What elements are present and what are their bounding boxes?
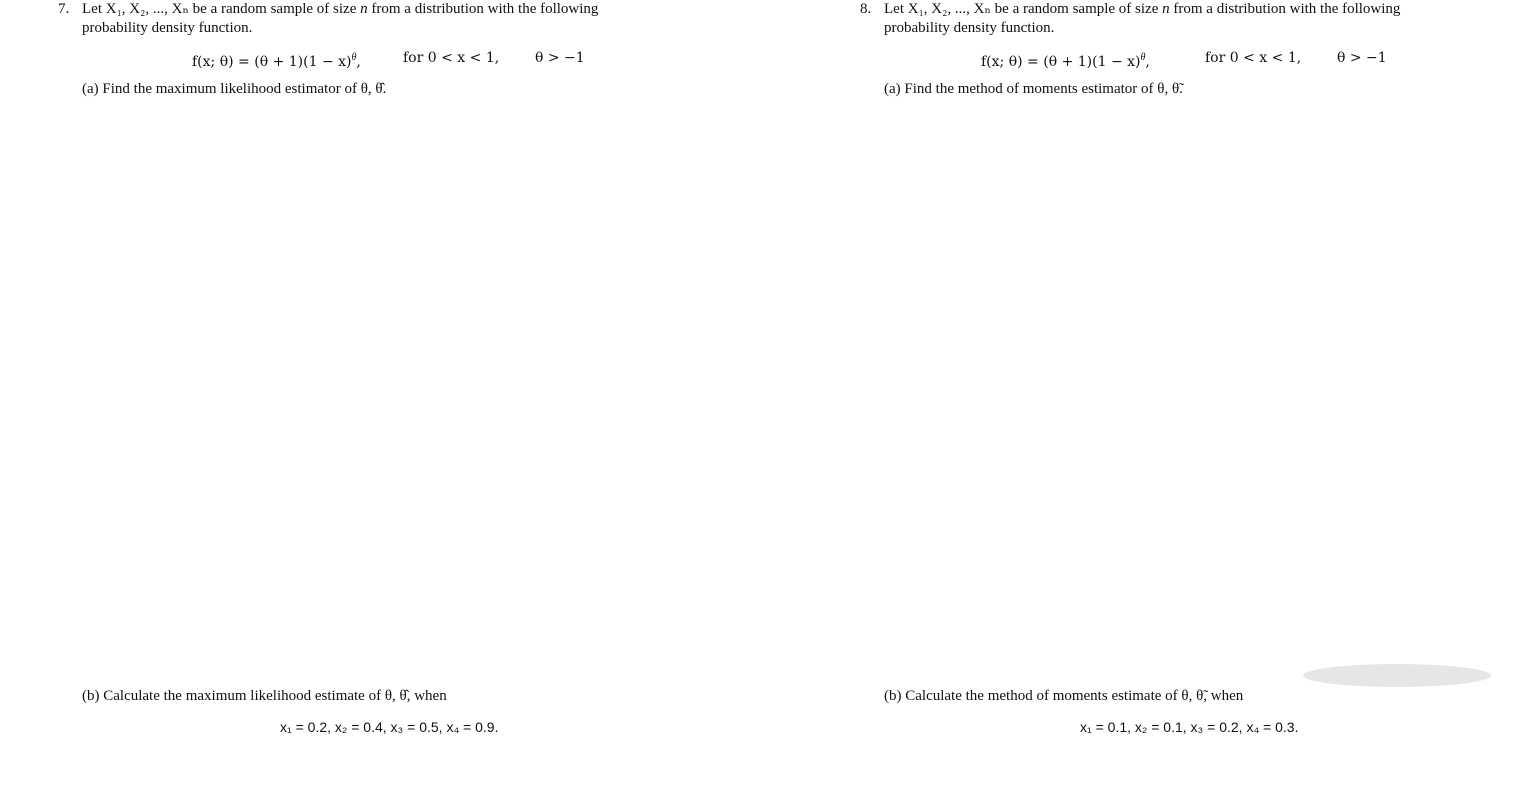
problem-stem <box>82 0 722 38</box>
pdf-support: for 0 < x < 1, <box>1205 50 1302 66</box>
stem-line-1: Let X₁, X₂, ..., Xₙ be a random sample of size n from a distribution with the following <box>884 1 1401 17</box>
pdf-support: for 0 < x < 1, <box>403 50 500 66</box>
stem-line-1: Let X₁, X₂, ..., Xₙ be a random sample of size n from a distribution with the following <box>82 1 599 17</box>
sample-data: x₁ = 0.2, x₂ = 0.4, x₃ = 0.5, x₄ = 0.9. <box>280 719 499 735</box>
problem-7 <box>58 0 758 786</box>
pdf-formula: f(x; $\theta) = (\theta + 1)(1 - x)^\theta$, <box>192 52 361 70</box>
parameter-constraint: θ > −1 <box>1337 50 1387 66</box>
stem-line-2: probability density function. <box>82 20 253 36</box>
problem-number: 8. <box>860 1 872 17</box>
part-a: (a) Find the maximum likelihood estimator of θ, θ̂. <box>82 81 387 97</box>
sample-data: x₁ = 0.1, x₂ = 0.1, x₃ = 0.2, x₄ = 0.3. <box>1080 719 1299 735</box>
pdf-formula: f(x; $\theta) = (\theta + 1)(1 - x)^\theta$, <box>981 52 1150 70</box>
gray-smudge <box>1303 664 1491 687</box>
problem-number: 7. <box>58 1 70 17</box>
problem-stem <box>884 0 1521 38</box>
part-b: (b) Calculate the method of moments estimate of θ, θ̃, when <box>884 688 1244 704</box>
parameter-constraint: θ > −1 <box>535 50 585 66</box>
part-b: (b) Calculate the maximum likelihood estimate of θ, θ̂, when <box>82 688 447 704</box>
part-a: (a) Find the method of moments estimator of θ, θ̃. <box>884 81 1183 97</box>
stem-line-2: probability density function. <box>884 20 1055 36</box>
